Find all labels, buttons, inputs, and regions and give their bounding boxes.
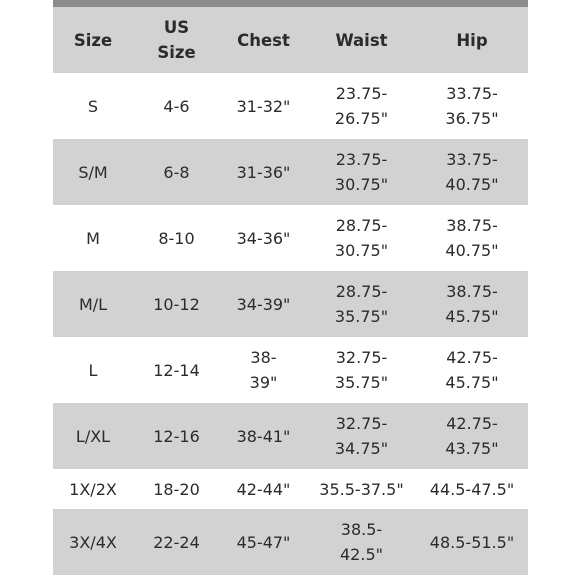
header-chest: Chest <box>237 30 290 50</box>
cell-hip: 48.5-51.5" <box>429 532 515 552</box>
cell-size: L <box>88 360 98 380</box>
cell-waist: 23.75- 26.75" <box>334 84 389 128</box>
header-size: Size <box>73 30 113 50</box>
cell-size: S <box>87 96 99 116</box>
cell-hip: 33.75- 36.75" <box>445 84 499 128</box>
cell-us-size: 12-16 <box>153 426 200 446</box>
table-row <box>53 73 528 139</box>
cell-us-size: 22-24 <box>153 532 200 552</box>
header-us-size: US Size <box>157 18 196 62</box>
cell-chest: 38-41" <box>236 426 291 446</box>
cell-chest: 45-47" <box>236 532 291 552</box>
cell-size: M <box>86 228 100 248</box>
cell-us-size: 4-6 <box>163 96 190 116</box>
size-chart-frame <box>53 0 528 580</box>
cell-waist: 38.5- 42.5" <box>340 520 383 564</box>
cell-chest: 34-36" <box>236 228 291 248</box>
header-hip: Hip <box>456 30 488 50</box>
table-header-row <box>53 7 528 73</box>
cell-waist: 23.75- 30.75" <box>334 150 389 194</box>
cell-us-size: 6-8 <box>163 162 190 182</box>
cell-size: 3X/4X <box>69 532 117 552</box>
cell-us-size: 18-20 <box>153 479 200 499</box>
cell-hip: 38.75- 45.75" <box>445 282 499 326</box>
table-row <box>53 271 528 337</box>
cell-size: L/XL <box>75 426 111 446</box>
cell-waist: 35.5-37.5" <box>319 479 404 499</box>
cell-us-size: 10-12 <box>153 294 200 314</box>
table-row <box>53 403 528 469</box>
cell-size: 1X/2X <box>69 479 117 499</box>
cell-us-size: 12-14 <box>153 360 200 380</box>
cell-chest: 31-36" <box>236 162 291 182</box>
cell-chest: 42-44" <box>236 479 291 499</box>
top-border-bar <box>53 0 528 7</box>
cell-waist: 32.75- 35.75" <box>334 348 389 392</box>
table-row <box>53 205 528 271</box>
table-row <box>53 139 528 205</box>
cell-chest: 38- 39" <box>249 348 278 392</box>
cell-hip: 38.75- 40.75" <box>445 216 499 260</box>
cell-waist: 28.75- 35.75" <box>334 282 389 326</box>
cell-size: S/M <box>78 162 108 182</box>
size-chart-table <box>53 7 528 575</box>
cell-us-size: 8-10 <box>158 228 195 248</box>
cell-waist: 32.75- 34.75" <box>334 414 389 458</box>
cell-hip: 33.75- 40.75" <box>445 150 499 194</box>
header-waist: Waist <box>335 30 388 50</box>
table-row <box>53 469 528 509</box>
cell-hip: 44.5-47.5" <box>429 479 515 499</box>
cell-size: M/L <box>78 294 108 314</box>
cell-waist: 28.75- 30.75" <box>334 216 389 260</box>
cell-hip: 42.75- 45.75" <box>445 348 499 392</box>
table-row <box>53 337 528 403</box>
table-row <box>53 509 528 575</box>
cell-hip: 42.75- 43.75" <box>445 414 499 458</box>
cell-chest: 34-39" <box>236 294 291 314</box>
cell-chest: 31-32" <box>236 96 291 116</box>
